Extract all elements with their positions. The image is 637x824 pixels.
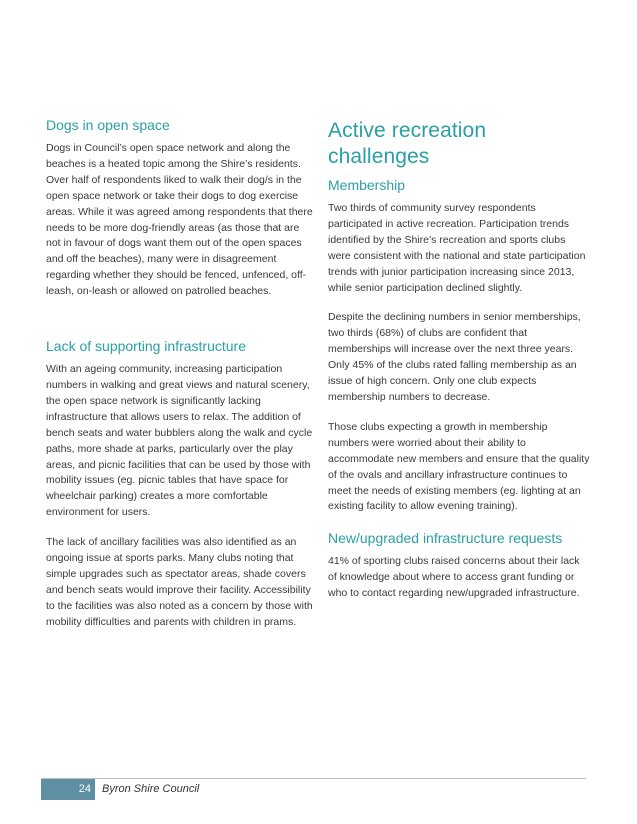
dogs-paragraph: Dogs in Council’s open space network and along the beaches is a heated topic among the Shire’s residents. Over half of respondents liked to walk their dog/s in the open space network or take their dogs to dog exercise areas. While it was agreed among respondents that there needs to be more dog-friendly areas (as those that are not in favour of dogs want them out of the open spaces and off the beaches), many were in disagreement regarding whether they should be fenced, unfenced, off-leash, on-leash or allowed on patrolled beaches. [46, 142, 313, 298]
requests-paragraph: 41% of sporting clubs raised concerns about their lack of knowledge about where to access grant funding or who to contact regarding new/upgraded infrastructure. [328, 555, 580, 600]
page-number: 24 [41, 779, 95, 800]
membership-paragraph-2: Despite the declining numbers in senior memberships, two thirds (68%) of clubs are confident that memberships will increase over the next three years. Only 45% of the clubs rated falling membership as an issue of high concern. Only one club expects membership numbers to decrease. [328, 311, 581, 403]
membership-heading: Membership [328, 177, 406, 193]
infrastructure-paragraph-1: With an ageing community, increasing participation numbers in walking and great views and natural scenery, the open space network is significantly lacking infrastructure that allows users to relax. The addition of bench seats and water bubblers along the walk and cycle paths, more shade at parks, particularly over the play areas, and picnic facilities that can be used by those with mobility issues (eg. picnic tables that have space for wheelchair parking) creates a more comfortable environment for users. [46, 363, 313, 519]
spacer [328, 296, 590, 310]
spacer [46, 521, 314, 535]
section-title: Active recreation challenges [328, 119, 487, 168]
membership-paragraph-3: Those clubs expecting a growth in membership numbers were worried about their ability to accommodate new members and ensure that the quality of the ovals and ancillary infrastructure continues to meet the needs of existing members (eg. lighting at an existing facility to allow evening training). [328, 420, 590, 513]
infrastructure-paragraph-2: The lack of ancillary facilities was also identified as an ongoing issue at sports parks. Many clubs noting that simple upgrades such as spectator areas, shade covers and bench seats would improve their facility. Accessibility to the facilities was also noted as a concern by those with mobility difficulties and parents with children in prams. [46, 536, 313, 628]
requests-heading: New/upgraded infrastructure requests [328, 530, 563, 547]
membership-paragraph-1: Two thirds of community survey respondents participated in active recreation. Participation trends identified by the Shire’s recreation and sports clubs were consistent with the national and state participation trends with junior participation increasing since 2013, while senior participation declined slightly. [328, 202, 586, 294]
footer-organisation: Byron Shire Council [102, 783, 200, 795]
left-column [46, 116, 314, 631]
infrastructure-heading: Lack of supporting infrastructure [46, 338, 246, 355]
spacer [328, 515, 590, 529]
dogs-heading: Dogs in open space [46, 117, 170, 133]
spacer [46, 300, 314, 337]
spacer [328, 406, 590, 420]
right-column [328, 116, 590, 602]
